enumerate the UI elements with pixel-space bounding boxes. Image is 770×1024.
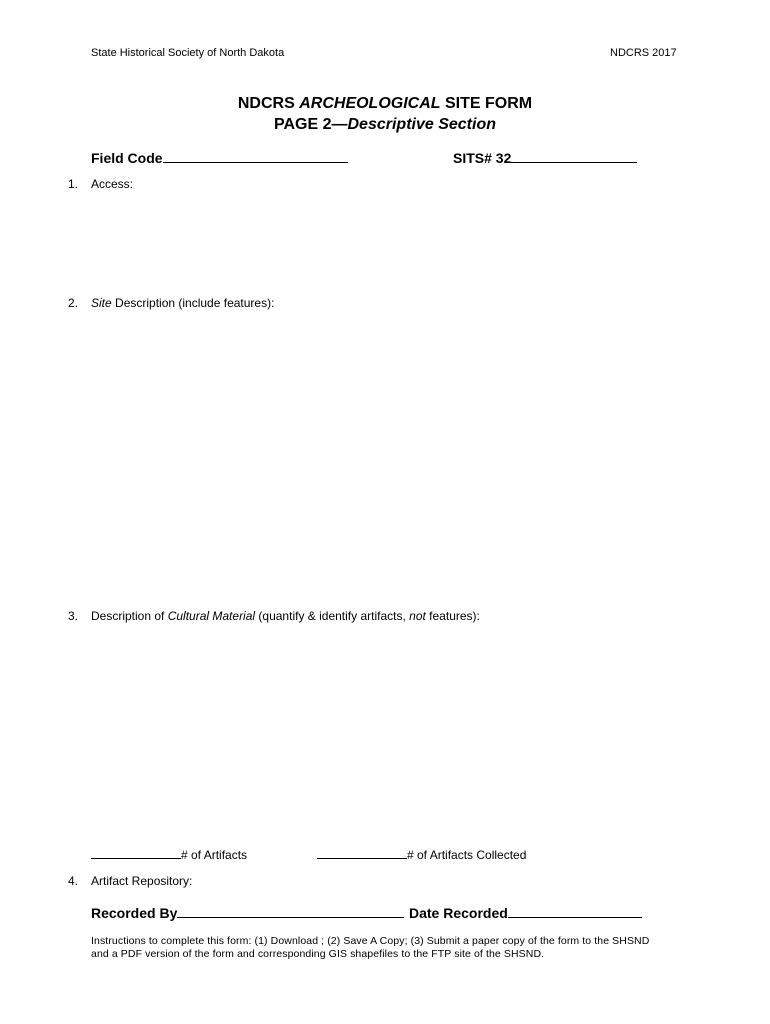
access-number: 1. [68, 177, 79, 191]
cultural-prefix: Description of [91, 609, 168, 623]
artifact-count-row [91, 846, 247, 862]
instructions-text: Instructions to complete this form: (1) Download ; (2) Save A Copy; (3) Submit a paper copy of the form to the SHSND and a PDF version of the form and corresponding GIS shapefiles to the FTP site of the SHSND. [91, 935, 650, 960]
artifact-repository-item [68, 874, 668, 890]
recorded-by-row [91, 903, 404, 921]
form-title-suffix: SITE FORM [440, 95, 533, 112]
recorded-by-input[interactable] [177, 903, 404, 918]
form-title [0, 95, 770, 113]
site-description-number: 2. [68, 296, 79, 310]
field-code-row [91, 148, 348, 166]
artifact-count-label: # of Artifacts [181, 848, 248, 862]
access-label: Access: [91, 177, 134, 191]
form-subtitle-prefix: PAGE 2— [274, 116, 348, 133]
cultural-material-input-area[interactable] [91, 629, 651, 834]
form-subtitle-italic: Descriptive Section [347, 116, 496, 133]
cultural-material-label [91, 609, 480, 623]
site-description-item [68, 296, 668, 312]
form-title-italic: ARCHEOLOGICAL [299, 95, 441, 112]
artifact-count-input[interactable] [91, 846, 181, 859]
date-recorded-row [409, 903, 642, 921]
header-form-code: NDCRS 2017 [610, 47, 677, 59]
form-subtitle [0, 116, 770, 134]
cultural-not: not [409, 609, 426, 623]
artifact-repository-number: 4. [68, 874, 79, 888]
artifacts-collected-row [317, 846, 526, 862]
site-description-label [91, 296, 274, 310]
cultural-suffix: features): [425, 609, 480, 623]
sits-label: SITS# 32 [453, 150, 512, 166]
site-description-rest: Description (include features): [111, 296, 275, 310]
access-item [68, 177, 668, 193]
date-recorded-input[interactable] [508, 903, 642, 918]
header-organization: State Historical Society of North Dakota [91, 47, 285, 59]
cultural-material-item [68, 609, 668, 625]
access-input-area[interactable] [91, 197, 651, 287]
cultural-material-number: 3. [68, 609, 79, 623]
artifacts-collected-label: # of Artifacts Collected [407, 848, 527, 862]
artifact-repository-label: Artifact Repository: [91, 874, 193, 888]
field-code-input[interactable] [163, 148, 348, 163]
form-title-prefix: NDCRS [237, 95, 300, 112]
field-code-label: Field Code [91, 150, 163, 166]
sits-number-input[interactable] [511, 148, 637, 163]
sits-row [453, 148, 637, 166]
site-description-input-area[interactable] [91, 316, 651, 601]
date-recorded-label: Date Recorded [409, 905, 508, 921]
recorded-by-label: Recorded By [91, 905, 178, 921]
cultural-italic: Cultural Material [167, 609, 256, 623]
cultural-mid: (quantify & identify artifacts, [255, 609, 410, 623]
artifacts-collected-input[interactable] [317, 846, 407, 859]
site-italic: Site [91, 296, 112, 310]
